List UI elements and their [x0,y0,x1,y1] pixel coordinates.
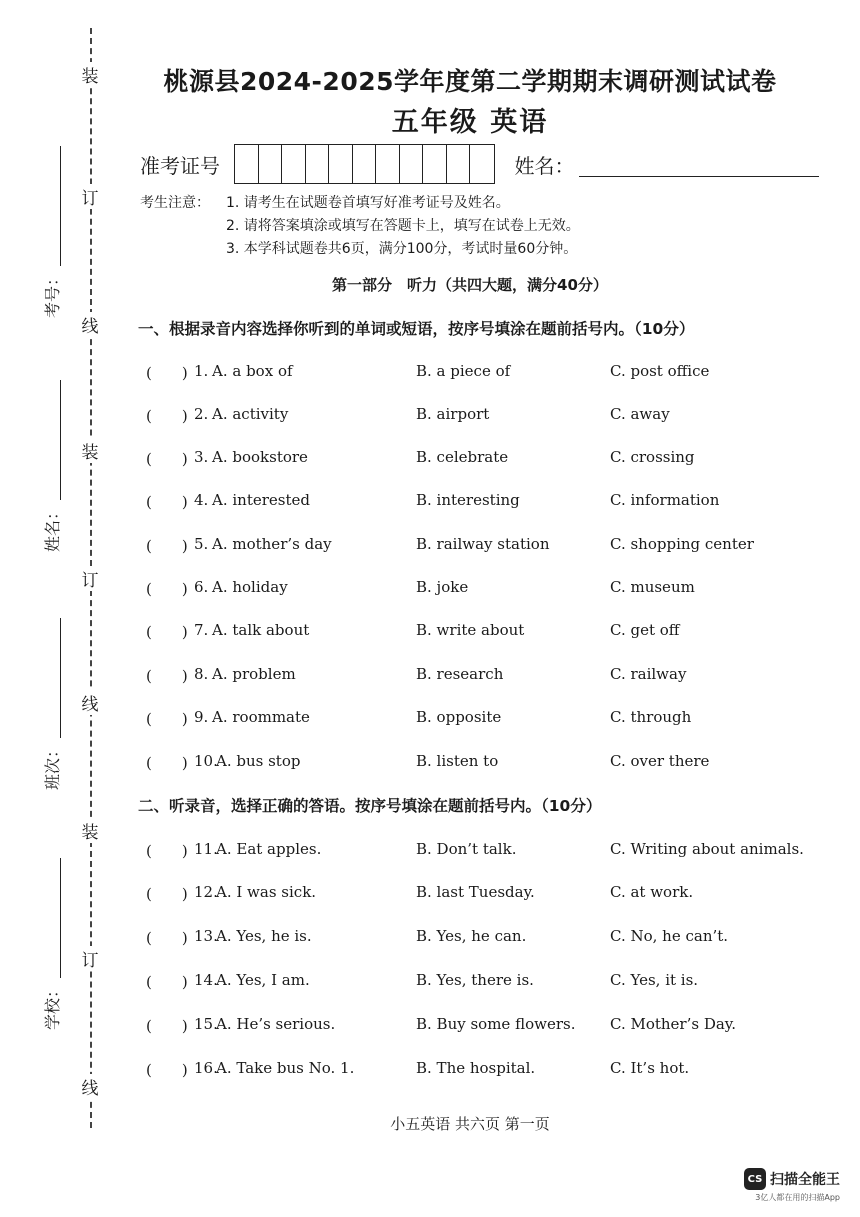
option-a: A. I was sick. [216,883,317,901]
question-number: 16. [194,1059,218,1077]
binding-char: 线 [80,1074,100,1099]
answer-paren[interactable]: ( ) [146,1061,188,1079]
scanner-watermark [744,1168,840,1203]
binding-char: 装 [80,62,100,87]
question-number: 9. [194,708,209,726]
option-b: B. Yes, there is. [416,971,534,989]
option-c: C. Yes, it is. [610,971,699,989]
binding-char: 订 [80,184,100,209]
exam-no-box[interactable] [235,145,259,183]
name-line[interactable] [579,152,819,177]
option-b: B. celebrate [416,448,509,466]
option-c: C. through [610,708,692,726]
question-row [146,405,826,429]
page-footer: 小五英语 共六页 第一页 [390,1115,550,1133]
option-a: A. a box of [212,362,293,380]
option-b: B. a piece of [416,362,511,380]
question-number: 13. [194,927,218,945]
exam-no-box[interactable] [329,145,353,183]
side-class-label: 班次： [43,741,62,790]
question-number: 6. [194,578,209,596]
exam-no-box[interactable] [423,145,447,183]
answer-paren[interactable]: ( ) [146,710,188,728]
option-b: B. railway station [416,535,550,553]
side-exam-no-field [40,146,63,318]
exam-no-box[interactable] [306,145,330,183]
answer-paren[interactable]: ( ) [146,1017,188,1035]
question-number: 1. [194,362,209,380]
note-item: 3. 本学科试题卷共6页，满分100分，考试时量60分钟。 [226,241,578,257]
side-name-line[interactable] [42,380,61,500]
question-row [146,971,826,995]
binding-char: 线 [80,690,100,715]
option-b: B. write about [416,621,525,639]
question-number: 8. [194,665,209,683]
question-row [146,752,826,776]
question-row [146,491,826,515]
scanner-tagline: 3亿人都在用的扫描App [755,1193,840,1202]
option-c: C. museum [610,578,695,596]
note-item: 2. 请将答案填涂或填写在答题卡上，填写在试卷上无效。 [226,218,580,234]
answer-paren[interactable]: ( ) [146,493,188,511]
answer-paren[interactable]: ( ) [146,580,188,598]
question-number: 12. [194,883,218,901]
binding-char: 订 [80,566,100,591]
option-c: C. away [610,405,670,423]
side-name-label: 姓名： [43,503,62,552]
option-c: C. railway [610,665,687,683]
option-a: A. Eat apples. [216,840,322,858]
option-c: C. shopping center [610,535,754,553]
option-a: A. interested [212,491,310,509]
option-b: B. Don’t talk. [416,840,517,858]
option-c: C. get off [610,621,680,639]
option-a: A. Yes, he is. [216,927,312,945]
side-class-field [40,618,63,790]
answer-paren[interactable]: ( ) [146,754,188,772]
binding-char: 装 [80,818,100,843]
exam-no-boxes [234,144,495,184]
question-row [146,535,826,559]
option-b: B. research [416,665,504,683]
option-c: C. information [610,491,720,509]
answer-paren[interactable]: ( ) [146,537,188,555]
option-a: A. mother’s day [212,535,332,553]
option-c: C. crossing [610,448,695,466]
option-b: B. opposite [416,708,502,726]
exam-no-box[interactable] [353,145,377,183]
side-school-line[interactable] [42,858,61,978]
question-row [146,840,826,864]
exam-info-row [140,144,830,184]
option-c: C. Mother’s Day. [610,1015,737,1033]
option-b: B. listen to [416,752,499,770]
name-label: 姓名： [514,153,575,178]
option-a: A. talk about [212,621,310,639]
scanner-app-name: 扫描全能王 [770,1172,840,1188]
section1-heading: 一、根据录音内容选择你听到的单词或短语，按序号填涂在题前括号内。（10分） [138,320,695,338]
exam-no-box[interactable] [470,145,494,183]
option-b: B. joke [416,578,469,596]
side-school-label: 学校： [43,981,62,1030]
option-a: A. Take bus No. 1. [216,1059,355,1077]
answer-paren[interactable]: ( ) [146,667,188,685]
section2-heading: 二、听录音，选择正确的答语。按序号填涂在题前括号内。（10分） [138,797,602,815]
option-c: C. over there [610,752,710,770]
question-number: 10. [194,752,218,770]
answer-paren[interactable]: ( ) [146,623,188,641]
option-a: A. activity [212,405,289,423]
question-number: 5. [194,535,209,553]
page-title: 桃源县2024-2025学年度第二学期期末调研测试试卷 [163,67,777,96]
exam-no-box[interactable] [282,145,306,183]
question-number: 7. [194,621,209,639]
side-exam-no-label: 考号： [43,269,62,318]
question-number: 11. [194,840,218,858]
option-a: A. He’s serious. [216,1015,336,1033]
option-a: A. roommate [212,708,310,726]
exam-no-box[interactable] [400,145,424,183]
question-row [146,927,826,951]
option-b: B. last Tuesday. [416,883,535,901]
option-a: A. Yes, I am. [216,971,310,989]
scanner-logo-icon: CS [744,1168,766,1190]
option-b: B. airport [416,405,490,423]
question-number: 4. [194,491,209,509]
option-c: C. It’s hot. [610,1059,690,1077]
option-c: C. at work. [610,883,694,901]
answer-paren[interactable]: ( ) [146,364,188,382]
answer-paren[interactable]: ( ) [146,973,188,991]
answer-paren[interactable]: ( ) [146,929,188,947]
question-row [146,621,826,645]
answer-paren[interactable]: ( ) [146,407,188,425]
binding-char: 装 [80,438,100,463]
question-row [146,362,826,386]
binding-char: 线 [80,312,100,337]
part1-title: 第一部分 听力（共四大题，满分40分） [332,276,608,294]
exam-no-box[interactable] [259,145,283,183]
option-c: C. No, he can’t. [610,927,729,945]
question-row [146,883,826,907]
exam-no-label: 准考证号 [140,153,220,178]
question-number: 15. [194,1015,218,1033]
exam-no-box[interactable] [447,145,471,183]
answer-paren[interactable]: ( ) [146,842,188,860]
side-class-line[interactable] [42,618,61,738]
side-name-field [40,380,63,552]
note-item: 1. 请考生在试题卷首填写好准考证号及姓名。 [226,195,510,211]
option-a: A. holiday [212,578,288,596]
answer-paren[interactable]: ( ) [146,885,188,903]
option-a: A. bookstore [212,448,308,466]
option-a: A. problem [212,665,296,683]
option-c: C. post office [610,362,710,380]
option-a: A. bus stop [216,752,301,770]
question-row [146,1059,826,1083]
option-b: B. Buy some flowers. [416,1015,576,1033]
side-exam-no-line[interactable] [42,146,61,266]
notes-heading: 考生注意： [140,195,210,211]
question-number: 3. [194,448,209,466]
page-subtitle: 五年级 英语 [391,107,549,138]
answer-paren[interactable]: ( ) [146,450,188,468]
exam-no-box[interactable] [376,145,400,183]
question-row [146,1015,826,1039]
option-b: B. interesting [416,491,520,509]
option-c: C. Writing about animals. [610,840,804,858]
side-school-field [40,858,63,1030]
option-b: B. The hospital. [416,1059,536,1077]
question-row [146,708,826,732]
question-number: 2. [194,405,209,423]
question-row [146,578,826,602]
question-row [146,448,826,472]
question-row [146,665,826,689]
binding-char: 订 [80,946,100,971]
option-b: B. Yes, he can. [416,927,527,945]
question-number: 14. [194,971,218,989]
